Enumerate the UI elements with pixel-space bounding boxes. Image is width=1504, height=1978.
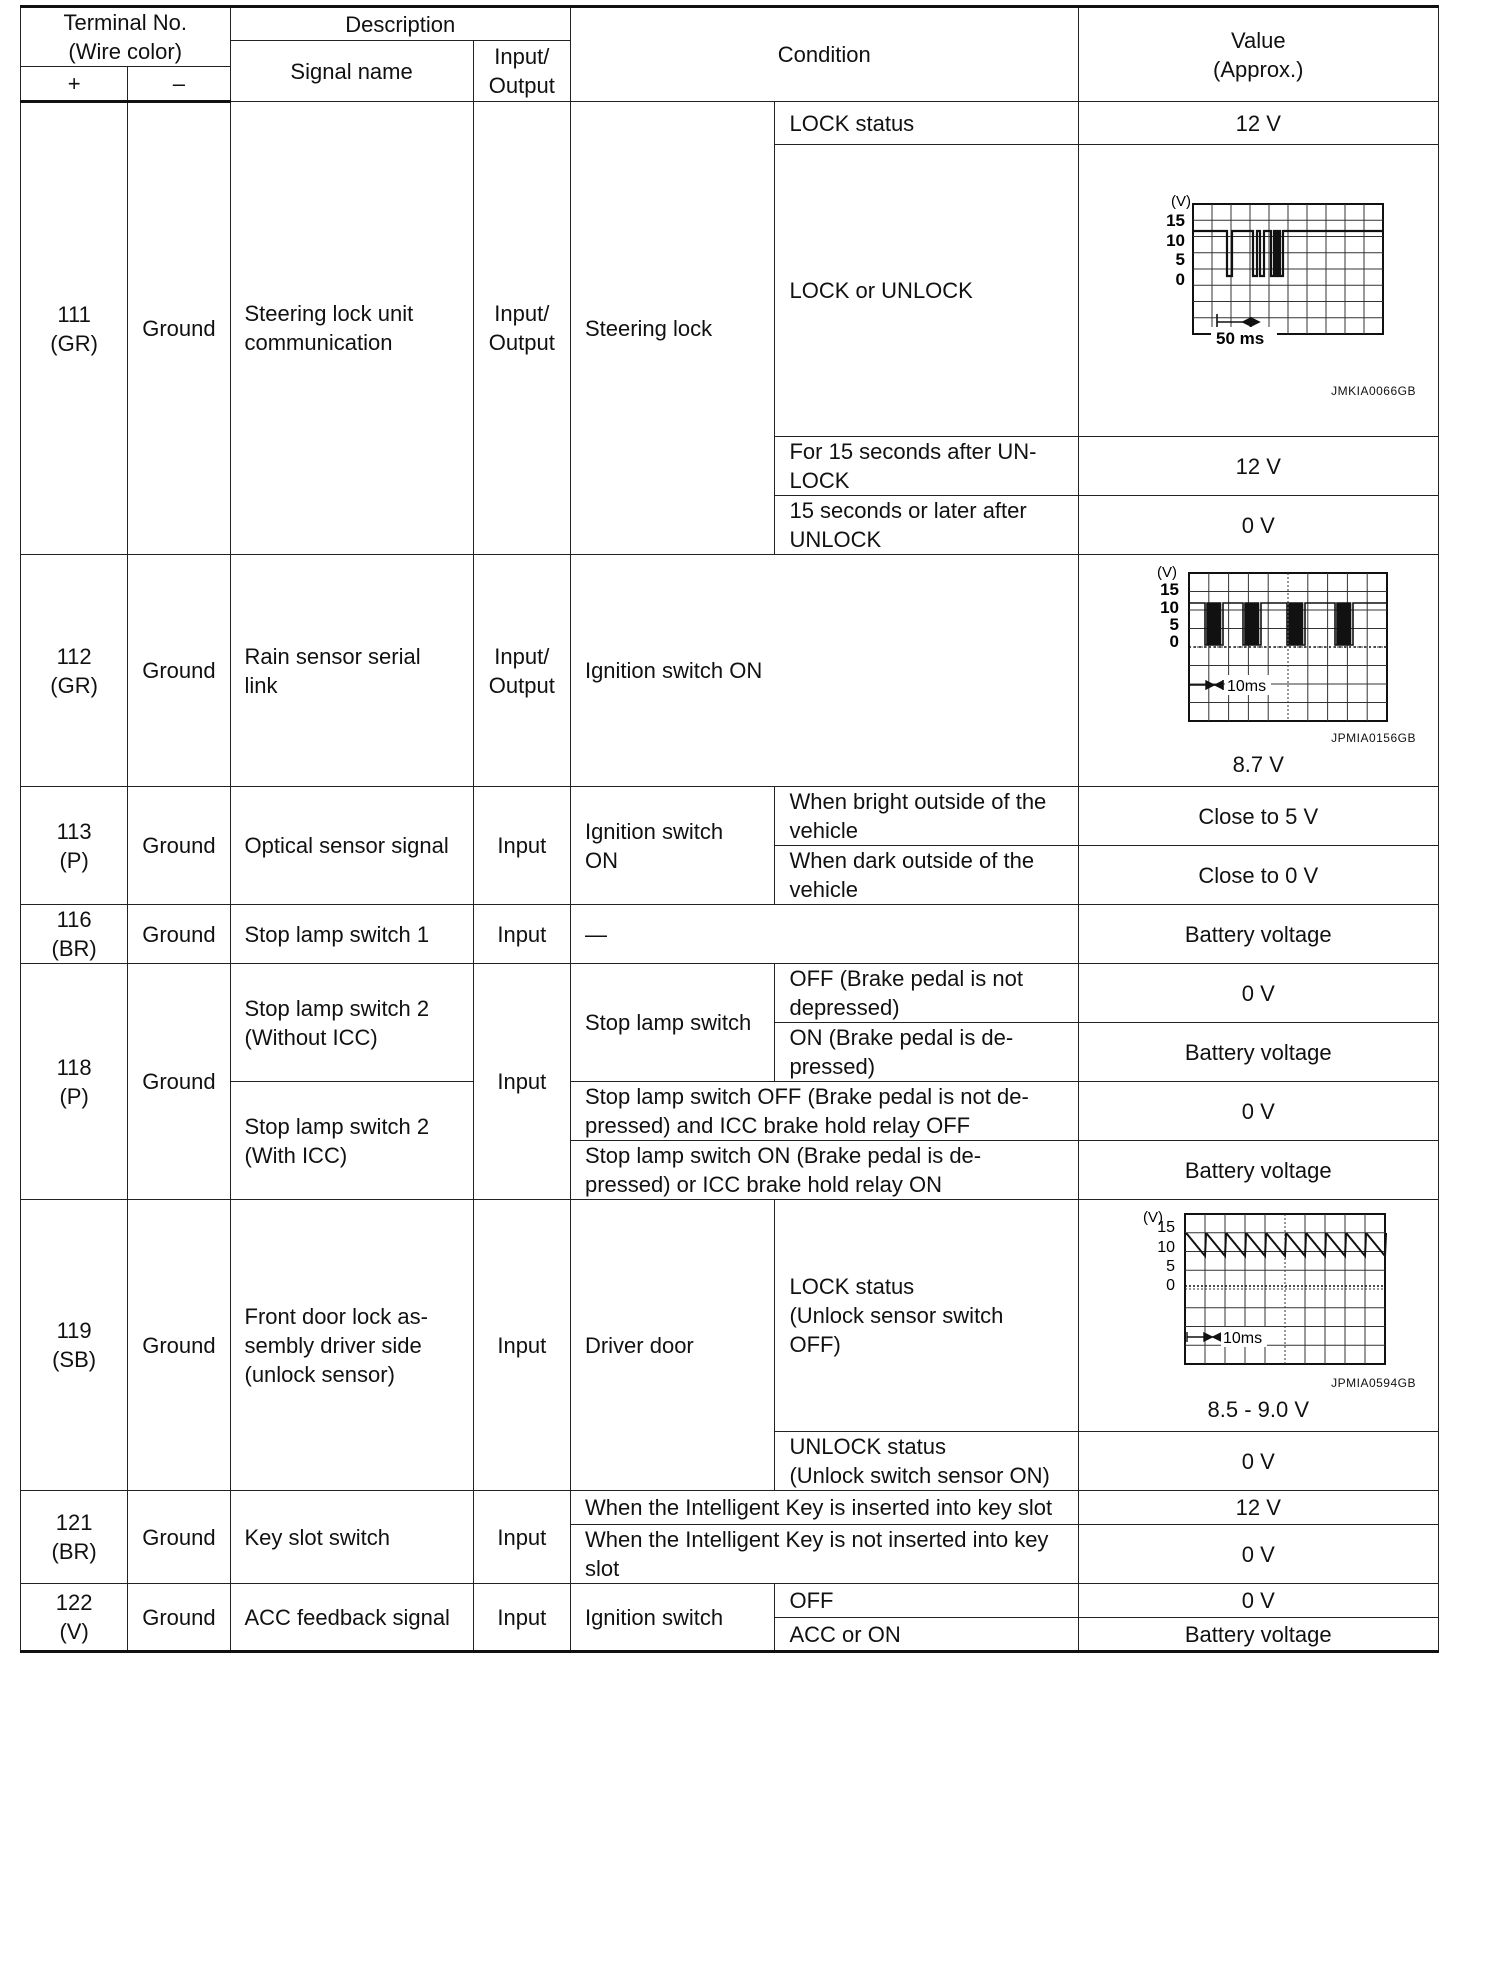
value-118-icc-off: 0 V xyxy=(1078,1082,1438,1141)
table-row xyxy=(21,1200,1439,1432)
value-119-unlock: 0 V xyxy=(1078,1432,1438,1491)
value-122-off: 0 V xyxy=(1078,1584,1438,1618)
value-111-lock: 12 V xyxy=(1078,102,1438,145)
svg-text:5: 5 xyxy=(1166,1257,1176,1275)
value-113-dark: Close to 0 V xyxy=(1078,846,1438,905)
terminal-spec-table xyxy=(20,5,1439,1653)
condition-118-off: OFF (Brake pedal is not depressed) xyxy=(775,964,1078,1023)
ground-111: Ground xyxy=(128,102,230,555)
signal-122: ACC feedback signal xyxy=(230,1584,473,1652)
svg-text:(V): (V) xyxy=(1171,192,1192,210)
waveform-112 xyxy=(1123,563,1393,731)
condition-113: Ignition switch ON xyxy=(570,787,775,905)
io-116: Input xyxy=(473,905,570,964)
header-minus: – xyxy=(128,67,230,102)
svg-text:10ms: 10ms xyxy=(1223,1329,1263,1347)
value-119-lock: 8.5 - 9.0 V xyxy=(1207,1396,1310,1422)
table-row xyxy=(21,905,1439,964)
table-row xyxy=(21,787,1439,846)
signal-118-with-icc: Stop lamp switch 2 (With ICC) xyxy=(230,1082,473,1200)
condition-116: — xyxy=(570,905,1078,964)
terminal-113: 113 (P) xyxy=(21,787,128,905)
signal-113: Optical sensor signal xyxy=(230,787,473,905)
condition-119-lock: LOCK status (Unlock sensor switch OFF) xyxy=(775,1200,1078,1432)
svg-text:50 ms: 50 ms xyxy=(1216,328,1265,348)
value-113-bright: Close to 5 V xyxy=(1078,787,1438,846)
value-121-inserted: 12 V xyxy=(1078,1491,1438,1525)
terminal-119: 119 (SB) xyxy=(21,1200,128,1491)
condition-121-inserted: When the Intelligent Key is inserted into key slot xyxy=(570,1491,1078,1525)
table-row xyxy=(21,1491,1439,1525)
terminal-spec-page xyxy=(20,5,1439,1653)
signal-111: Steering lock unit communication xyxy=(230,102,473,555)
ground-116: Ground xyxy=(128,905,230,964)
terminal-118: 118 (P) xyxy=(21,964,128,1200)
terminal-112: 112 (GR) xyxy=(21,555,128,787)
condition-119: Driver door xyxy=(570,1200,775,1491)
io-122: Input xyxy=(473,1584,570,1652)
condition-119-unlock: UNLOCK status (Unlock switch sensor ON) xyxy=(775,1432,1078,1491)
signal-121: Key slot switch xyxy=(230,1491,473,1584)
signal-118-without-icc: Stop lamp switch 2 (Without ICC) xyxy=(230,964,473,1082)
value-118-off: 0 V xyxy=(1078,964,1438,1023)
header-plus: + xyxy=(21,67,128,102)
condition-111-after-unlock: For 15 seconds after UN- LOCK xyxy=(775,437,1078,496)
value-111-waveform xyxy=(1078,145,1438,437)
io-111: Input/ Output xyxy=(473,102,570,555)
condition-111-lock-unlock: LOCK or UNLOCK xyxy=(775,145,1078,437)
ground-122: Ground xyxy=(128,1584,230,1652)
waveform-119 xyxy=(1123,1208,1393,1376)
terminal-122: 122 (V) xyxy=(21,1584,128,1652)
ground-121: Ground xyxy=(128,1491,230,1584)
condition-118-icc-off: Stop lamp switch OFF (Brake pedal is not de- pressed) and ICC brake hold relay OFF xyxy=(570,1082,1078,1141)
waveform-code-112: JPMIA0156GB xyxy=(1331,730,1416,745)
terminal-116: 116 (BR) xyxy=(21,905,128,964)
svg-text:0: 0 xyxy=(1166,1276,1176,1294)
svg-text:(V): (V) xyxy=(1157,563,1178,581)
svg-text:5: 5 xyxy=(1175,249,1186,269)
svg-text:10: 10 xyxy=(1160,597,1180,617)
io-112: Input/ Output xyxy=(473,555,570,787)
io-119: Input xyxy=(473,1200,570,1491)
table-row xyxy=(21,555,1439,787)
table-row xyxy=(21,1584,1439,1618)
ground-113: Ground xyxy=(128,787,230,905)
signal-112: Rain sensor serial link xyxy=(230,555,473,787)
header-condition: Condition xyxy=(570,7,1078,102)
io-113: Input xyxy=(473,787,570,905)
condition-122: Ignition switch xyxy=(570,1584,775,1652)
waveform-111 xyxy=(1123,184,1393,384)
table-row xyxy=(21,1082,1439,1141)
header-description: Description xyxy=(230,7,570,41)
ground-119: Ground xyxy=(128,1200,230,1491)
value-112-waveform xyxy=(1078,555,1438,787)
header-terminal-no: Terminal No. (Wire color) xyxy=(21,7,231,67)
terminal-111: 111 (GR) xyxy=(21,102,128,555)
header-value: Value (Approx.) xyxy=(1078,7,1438,102)
condition-121-not-inserted: When the Intelligent Key is not inserted into key slot xyxy=(570,1525,1078,1584)
condition-112: Ignition switch ON xyxy=(570,555,1078,787)
condition-113-dark: When dark outside of the vehicle xyxy=(775,846,1078,905)
value-119-waveform xyxy=(1078,1200,1438,1432)
io-118: Input xyxy=(473,964,570,1200)
waveform-code-111: JMKIA0066GB xyxy=(1331,383,1416,398)
svg-text:15: 15 xyxy=(1157,1218,1176,1236)
table-row xyxy=(21,102,1439,145)
condition-118-icc-on: Stop lamp switch ON (Brake pedal is de- pressed) or ICC brake hold relay ON xyxy=(570,1141,1078,1200)
header-input-output: Input/ Output xyxy=(473,41,570,102)
io-121: Input xyxy=(473,1491,570,1584)
svg-text:(V): (V) xyxy=(1143,1208,1164,1226)
condition-111: Steering lock xyxy=(570,102,775,555)
value-111-later-unlock: 0 V xyxy=(1078,496,1438,555)
value-118-icc-on: Battery voltage xyxy=(1078,1141,1438,1200)
value-116: Battery voltage xyxy=(1078,905,1438,964)
condition-111-later-unlock: 15 seconds or later after UNLOCK xyxy=(775,496,1078,555)
svg-text:5: 5 xyxy=(1169,614,1180,634)
ground-118: Ground xyxy=(128,964,230,1200)
condition-118-on: ON (Brake pedal is de- pressed) xyxy=(775,1023,1078,1082)
condition-113-bright: When bright outside of the vehicle xyxy=(775,787,1078,846)
value-118-on: Battery voltage xyxy=(1078,1023,1438,1082)
signal-116: Stop lamp switch 1 xyxy=(230,905,473,964)
svg-text:0: 0 xyxy=(1169,631,1180,651)
value-121-not-inserted: 0 V xyxy=(1078,1525,1438,1584)
svg-text:15: 15 xyxy=(1160,579,1180,599)
table-row xyxy=(21,964,1439,1023)
terminal-121: 121 (BR) xyxy=(21,1491,128,1584)
condition-122-acc-on: ACC or ON xyxy=(775,1618,1078,1652)
value-112: 8.7 V xyxy=(1232,751,1284,777)
svg-text:0: 0 xyxy=(1175,269,1186,289)
condition-122-off: OFF xyxy=(775,1584,1078,1618)
svg-text:10ms: 10ms xyxy=(1227,677,1267,695)
value-111-after-unlock: 12 V xyxy=(1078,437,1438,496)
signal-119: Front door lock as- sembly driver side (unlock sensor) xyxy=(230,1200,473,1491)
value-122-acc-on: Battery voltage xyxy=(1078,1618,1438,1652)
svg-text:10: 10 xyxy=(1157,1238,1176,1256)
header-signal-name: Signal name xyxy=(230,41,473,102)
svg-text:15: 15 xyxy=(1166,210,1186,230)
condition-111-lock: LOCK status xyxy=(775,102,1078,145)
waveform-code-119: JPMIA0594GB xyxy=(1331,1375,1416,1390)
condition-118-stop-lamp: Stop lamp switch xyxy=(570,964,775,1082)
svg-text:10: 10 xyxy=(1166,230,1186,250)
ground-112: Ground xyxy=(128,555,230,787)
